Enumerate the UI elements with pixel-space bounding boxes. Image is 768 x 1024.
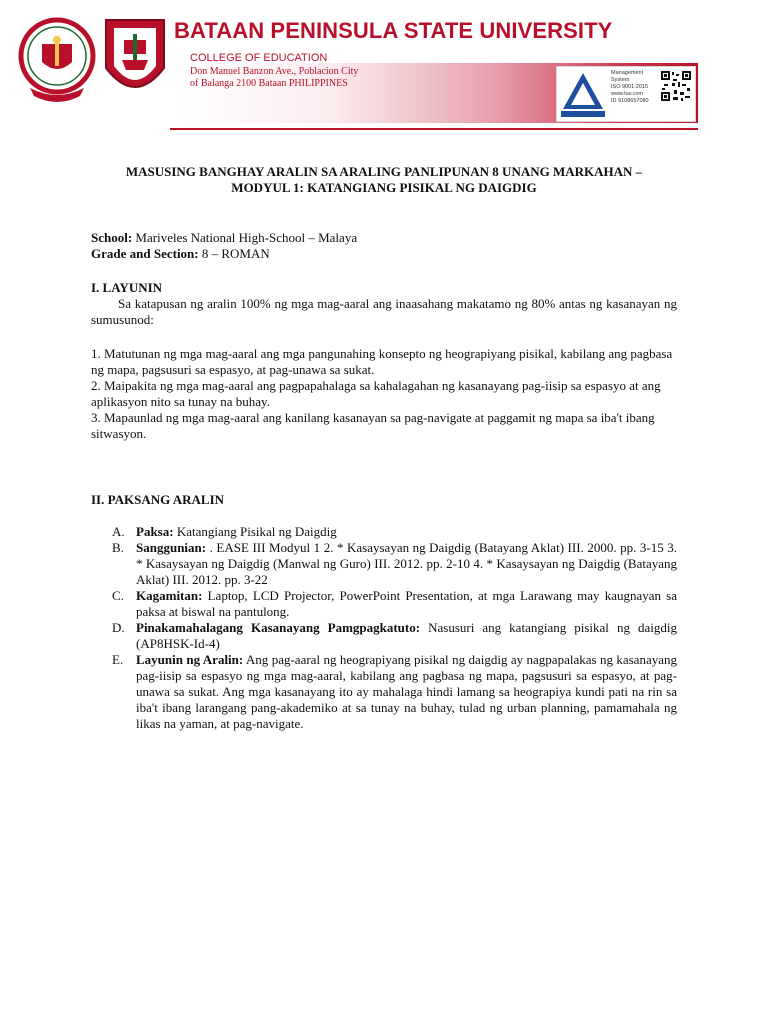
college-address [190, 66, 358, 90]
item-label: Paksa: [136, 524, 174, 539]
iso-line-5: ID 9108657080 [611, 98, 649, 104]
item-marker: C. [112, 588, 124, 603]
item-label: Pinakamahalagang Kasanayang Pamgpagkatuto: [136, 620, 421, 635]
item-marker: D. [112, 620, 125, 635]
section-heading-paksang-aralin: II. PAKSANG ARALIN [91, 492, 225, 507]
item-body: Katangiang Pisikal ng Daigdig [173, 524, 337, 539]
item-marker: E. [112, 652, 124, 667]
objective-item: 2. Maipakita ng mga mag-aaral ang pagpapahalaga sa kahalagahan ng kasanayang pag-iisip sa espasyo at ang aplikasyon nito sa tunay na buhay. [91, 378, 661, 409]
school-value: Mariveles National High-School – Malaya [132, 230, 358, 245]
layunin-intro: Sa katapusan ng aralin 100% ng mga mag-aaral ang inaasahang makatamo ng 80% antas ng kasanayan ng sumusunod: [91, 296, 677, 327]
address-line-2: of Balanga 2100 Bataan PHILIPPINES [190, 78, 348, 89]
item-marker: B. [112, 540, 124, 555]
iso-certification-badge [556, 66, 696, 122]
grade-row [91, 246, 357, 262]
document-title [92, 164, 676, 196]
iso-line-1: Management [611, 70, 644, 76]
school-label: School: [91, 230, 133, 245]
item-marker: A. [112, 524, 125, 539]
header-divider [170, 128, 698, 130]
school-row [91, 230, 357, 246]
iso-line-4: www.tuv.com [611, 91, 643, 97]
iso-certification-text [611, 70, 649, 105]
lesson-meta [91, 230, 357, 262]
list-item [112, 652, 677, 732]
item-text [136, 524, 677, 540]
item-text [136, 652, 677, 732]
list-item [112, 620, 677, 652]
item-body: Ang pag-aaral ng heograpiyang pisikal ng daigdig ay nagpapalakas ng kasanayang pag-iisip sa espasyo ng mga mag-aaral, kabilang ang pagbasa ng mapa, pagsusuri sa espasyo, at pag-unawa sa sukat. Ang mga kasanayang ito ay mahalaga hindi lamang sa heograpiya kundi pati na rin sa iba't ibang larangang pang-akademiko at sa tunay na buhay, tulad ng urban planning, pamamahala ng likas na yaman, at pag-navigate. [136, 652, 677, 731]
item-label: Sanggunian: [136, 540, 207, 555]
list-item [112, 588, 677, 620]
item-label: Kagamitan: [136, 588, 203, 603]
university-name: BATAAN PENINSULA STATE UNIVERSITY [174, 18, 613, 43]
list-item [112, 540, 677, 588]
item-text [136, 588, 677, 620]
college-name: COLLEGE OF EDUCATION [190, 52, 328, 64]
item-body: Laptop, LCD Projector, PowerPoint Presentation, at mga Larawang may kaugnayan sa paksa at biswal na pantulong. [136, 588, 677, 619]
item-body: . EASE III Modyul 1 2. * Kasaysayan ng Daigdig (Batayang Aklat) III. 2000. pp. 3-15 3. * Kasaysayan ng Daigdig (Manwal ng Guro) III. 2012. pp. 2-10 4. * Kasaysayan ng Daigdig (Batayang Aklat) III. 2012. pp. 3-22 [136, 540, 677, 587]
title-line-2: MODYUL 1: KATANGIANG PISIKAL NG DAIGDIG [231, 180, 537, 195]
objective-item: 3. Mapaunlad ng mga mag-aaral ang kanilang kasanayan sa pag-navigate at paggamit ng mapa sa iba't ibang sitwasyon. [91, 410, 655, 441]
qr-code-icon [660, 70, 692, 102]
section-heading-layunin: I. LAYUNIN [91, 280, 163, 295]
tuv-certified-logo-icon [559, 69, 607, 119]
university-seal-left [18, 10, 96, 110]
item-text [136, 540, 677, 588]
item-body: Nasusuri ang katangiang pisikal ng daigdig (AP8HSK-Id-4) [136, 620, 677, 651]
college-seal-right [96, 10, 174, 110]
item-text [136, 620, 677, 652]
address-line-1: Don Manuel Banzon Ave., Poblacion City [190, 66, 359, 77]
grade-label: Grade and Section: [91, 246, 199, 261]
objective-item: 1. Matutunan ng mga mag-aaral ang mga pangunahing konsepto ng heograpiyang pisikal, kabilang ang pagbasa ng mapa, pagsusuri sa espasyo, at pag-unawa sa sukat. [91, 346, 673, 377]
iso-line-2: System [611, 77, 630, 83]
paksang-aralin-list [112, 524, 677, 732]
grade-value: 8 – ROMAN [198, 246, 270, 261]
title-line-1: MASUSING BANGHAY ARALIN SA ARALING PANLIPUNAN 8 UNANG MARKAHAN – [125, 164, 643, 179]
item-label: Layunin ng Aralin: [136, 652, 244, 667]
list-item [112, 524, 677, 540]
objectives-list [91, 346, 677, 442]
iso-line-3: ISO 9001:2015 [611, 84, 649, 90]
